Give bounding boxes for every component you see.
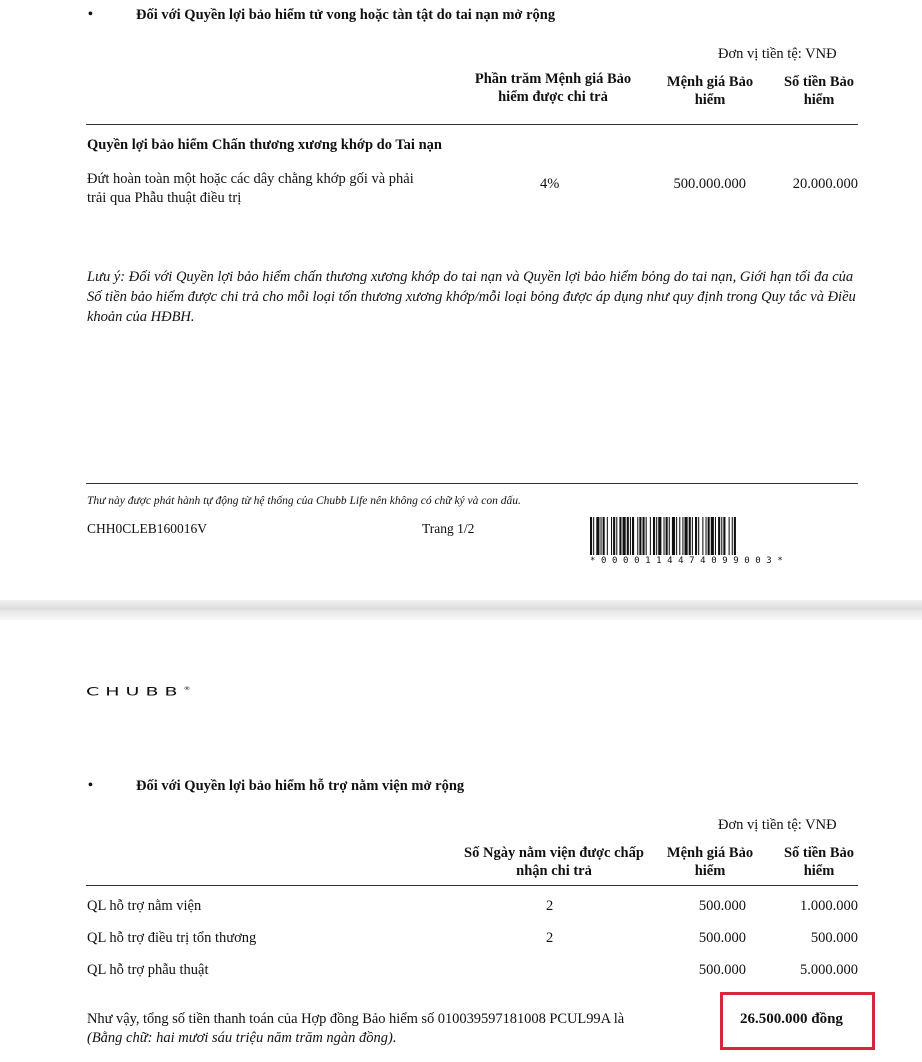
barcode-bar xyxy=(619,517,621,555)
document-code: CHH0CLEB160016V xyxy=(87,521,208,536)
barcode-bar xyxy=(702,517,703,555)
barcode-bar xyxy=(685,517,688,555)
barcode-bar xyxy=(627,517,629,555)
summary-total: 26.500.000 đồng xyxy=(740,1011,843,1027)
barcode-bar xyxy=(650,517,651,555)
barcode-bar xyxy=(616,517,617,555)
group-title: Quyền lợi bảo hiểm Chấn thương xương khớp do Tai nạn xyxy=(87,137,442,153)
barcode-bar xyxy=(613,517,615,555)
row-face-value: 500.000.000 xyxy=(673,176,746,192)
barcode-bar xyxy=(695,517,697,555)
row-days: 2 xyxy=(546,930,554,946)
barcode-bar xyxy=(639,517,641,555)
barcode xyxy=(590,517,858,561)
summary-text: Như vậy, tổng số tiền thanh toán của Hợp đồng Bảo hiểm số 010039597181008 PCUL99A là xyxy=(87,1011,625,1027)
barcode-bar xyxy=(632,517,634,555)
row-amount: 1.000.000 xyxy=(800,898,858,914)
page-separator xyxy=(0,600,922,620)
barcode-bar xyxy=(692,517,693,555)
barcode-bar xyxy=(593,517,594,555)
barcode-bar xyxy=(607,517,608,555)
row-description-line1: Đứt hoàn toàn một hoặc các dây chằng khớp gối và phải xyxy=(87,171,414,187)
barcode-bar xyxy=(630,517,631,555)
footer-rule xyxy=(86,483,858,484)
footer-note: Thư này được phát hành tự động từ hệ thống của Chubb Life nên không có chữ ký và con dấu. xyxy=(87,495,521,507)
barcode-text: *0000114474099003* xyxy=(590,556,789,566)
section-title: Đối với Quyền lợi bảo hiểm hỗ trợ nằm viện mở rộng xyxy=(136,778,465,794)
barcode-bar xyxy=(664,517,665,555)
row-face-value: 500.000 xyxy=(698,898,746,914)
row-description-line2: trải qua Phẫu thuật điều trị xyxy=(87,190,242,206)
row-amount: 5.000.000 xyxy=(800,962,858,978)
header-amount: Số tiền Bảo hiểm xyxy=(783,74,855,108)
barcode-bar xyxy=(682,517,683,555)
barcode-bar xyxy=(732,517,733,555)
barcode-bar xyxy=(603,517,605,555)
bullet: • xyxy=(88,778,93,793)
barcode-bar xyxy=(706,517,707,555)
barcode-bar xyxy=(637,517,638,555)
table-rule xyxy=(86,124,858,125)
barcode-bar xyxy=(658,517,661,555)
row-amount: 500.000 xyxy=(810,930,858,946)
barcode-bar xyxy=(679,517,680,555)
row-face-value: 500.000 xyxy=(698,962,746,978)
bullet: • xyxy=(88,7,93,22)
barcode-bar xyxy=(676,517,677,555)
currency-unit: Đơn vị tiền tệ: VNĐ xyxy=(718,817,837,833)
barcode-bar xyxy=(711,517,714,555)
header-days: Số Ngày nằm viện được chấp nhận chi trả xyxy=(464,845,644,879)
barcode-bar xyxy=(611,517,612,555)
header-face-value: Mệnh giá Bảo hiểm xyxy=(666,845,754,879)
barcode-bar xyxy=(653,517,655,555)
table-rule xyxy=(86,885,858,886)
header-percent: Phần trăm Mệnh giá Bảo hiểm được chi trả xyxy=(474,71,632,105)
barcode-bar xyxy=(643,517,645,555)
row-label: QL hỗ trợ điều trị tổn thương xyxy=(87,930,257,946)
barcode-bar xyxy=(723,517,725,555)
row-label: QL hỗ trợ nằm viện xyxy=(87,898,202,914)
barcode-bar xyxy=(646,517,647,555)
barcode-bar xyxy=(721,517,722,555)
currency-unit: Đơn vị tiền tệ: VNĐ xyxy=(718,46,837,62)
barcode-bar xyxy=(689,517,691,555)
note-paragraph: Lưu ý: Đối với Quyền lợi bảo hiểm chấn thương xương khớp do tai nạn và Quyền lợi bảo hiểm bỏng do tai nạn, Giới hạn tối đa của Số tiền bảo hiểm được chi trả cho mỗi loại tổn thương xương khớp/mỗi loại bỏng được áp dụng như quy định trong Quy tắc và Điều khoản của HĐBH. xyxy=(87,269,856,325)
barcode-bar xyxy=(708,517,710,555)
row-percent: 4% xyxy=(540,176,560,192)
barcode-bar xyxy=(669,517,670,555)
summary-in-words: (Bằng chữ: hai mươi sáu triệu năm trăm ngàn đồng). xyxy=(87,1030,397,1046)
barcode-bar xyxy=(715,517,716,555)
barcode-bar xyxy=(601,517,602,555)
barcode-bar xyxy=(590,517,592,555)
row-days: 2 xyxy=(546,898,554,914)
barcode-bar xyxy=(656,517,657,555)
row-amount: 20.000.000 xyxy=(792,176,858,192)
barcode-bar xyxy=(666,517,668,555)
chubb-logo: CHUBB® xyxy=(86,685,191,699)
section-title: Đối với Quyền lợi bảo hiểm tử vong hoặc tàn tật do tai nạn mở rộng xyxy=(136,7,556,23)
barcode-bar xyxy=(734,517,736,555)
barcode-bar xyxy=(672,517,675,555)
barcode-bar xyxy=(698,517,699,555)
highlight-box xyxy=(720,992,875,1050)
barcode-bar xyxy=(623,517,626,555)
row-face-value: 500.000 xyxy=(698,930,746,946)
barcode-bar xyxy=(596,517,599,555)
row-label: QL hỗ trợ phẫu thuật xyxy=(87,962,209,978)
header-face-value: Mệnh giá Bảo hiểm xyxy=(666,74,754,108)
page-number: Trang 1/2 xyxy=(422,521,475,536)
header-amount: Số tiền Bảo hiểm xyxy=(783,845,855,879)
barcode-bar xyxy=(729,517,730,555)
barcode-bar xyxy=(718,517,720,555)
